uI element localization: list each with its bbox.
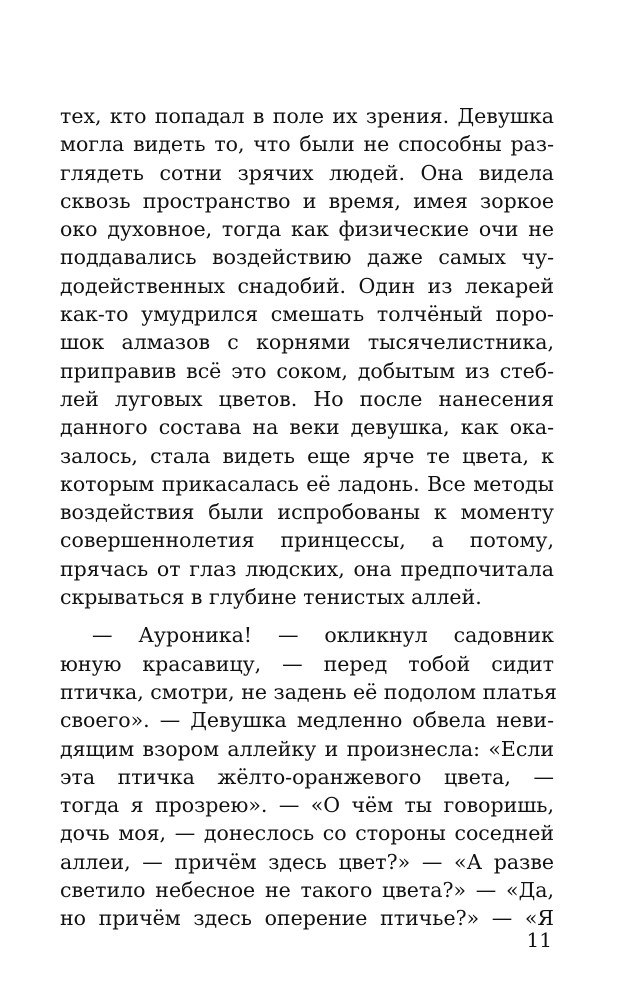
text-line: дящим взором аллейку и произнесла: «Если — [60, 736, 554, 761]
text-line: сквозь пространство и время, имея зоркое — [60, 188, 554, 213]
text-line: совершеннолетия принцессы, а потому, — [60, 528, 554, 553]
text-line: скрываться в глубине тенистых аллей. — [60, 585, 482, 610]
text-line: воздействия были испробованы к моменту — [60, 500, 554, 525]
text-line: которым прикасалась её ладонь. Все методы — [60, 471, 554, 496]
text-line: тех, кто попадал в поле их зрения. Девушка — [60, 104, 554, 128]
text-line: дочь моя, — донеслось со стороны соседней — [60, 821, 554, 846]
text-line: лей луговых цветов. Но после нанесения — [60, 386, 554, 411]
paragraph-break — [60, 611, 554, 621]
text-line: поддавались воздействию даже самых чу- — [60, 245, 554, 270]
text-line: аллеи, — причём здесь цвет?» — «А разве — [60, 849, 554, 874]
text-line: птичка, смотри, не задень её подолом платья — [60, 679, 557, 704]
page-body-text — [60, 102, 557, 933]
text-line: эта птичка жёлто-оранжевого цвета, — — [60, 764, 554, 789]
text-line: глядеть сотни зрячих людей. Она видела — [60, 160, 554, 185]
text-line: светило небесное не такого цвета?» — «Да, — [60, 878, 554, 903]
text-line: тогда я прозрею». — «О чём ты говоришь, — [60, 793, 554, 818]
text-line: данного состава на веки девушка, как ока- — [60, 415, 554, 440]
text-line: око духовное, тогда как физические очи не — [60, 217, 554, 242]
text-line: но причём здесь оперение птичье?» — «Я — [60, 906, 554, 931]
text-line: — Ауроника! — окликнул садовник — [92, 623, 554, 648]
text-line: юную красавицу, — перед тобой сидит — [60, 651, 554, 676]
text-line: могла видеть то, что были не способны раз- — [60, 132, 554, 157]
text-line: залось, стала видеть еще ярче те цвета, к — [60, 443, 554, 468]
text-line: как-то умудрился смешать толчёный поро- — [60, 302, 554, 327]
text-line: прячась от глаз людских, она предпочитала — [60, 556, 554, 581]
text-line: приправив всё это соком, добытым из стеб- — [60, 358, 554, 383]
page-number: 11 — [526, 928, 552, 952]
text-line: додейственных снадобий. Один из лекарей — [60, 273, 554, 298]
text-line: шок алмазов с корнями тысячелистника, — [60, 330, 554, 355]
text-line: своего». — Девушка медленно обвела неви- — [60, 708, 554, 733]
